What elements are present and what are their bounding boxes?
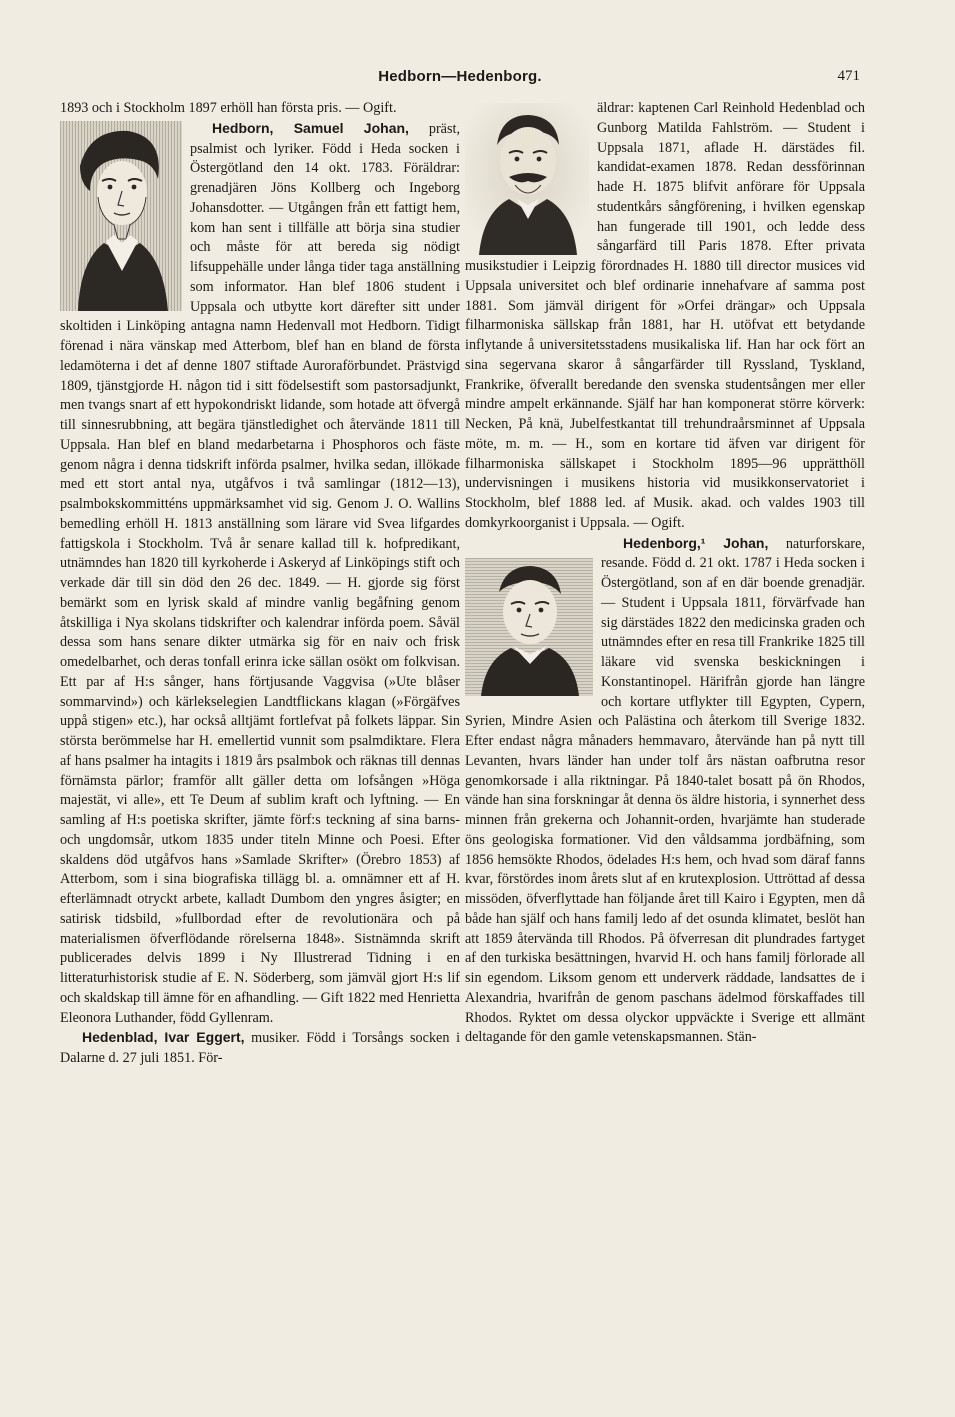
running-title: Hedborn—Hedenborg. xyxy=(378,68,542,85)
portrait-hedborn-image xyxy=(60,121,182,311)
entry-text-hedborn: präst, psalmist och lyriker. Född i Heda socken i Östergötland den 14 okt. 1783. Föräldrar: grenadjären Jöns Kollberg och Ingeborg Johansdotter. — Utgången från ett fattigt hem, kom han sent i tillfälle att börja sina studier och måste för att bereda sig nödigt lifsuppehälle under långa tider taga anställning som informator. Han blef 1806 student i Uppsala och utbytte kort därefter sitt under skoltiden i Linköping antagna namn Hedenvall mot Hedborn. Tidigt förenad i nära vänskap med Atterbom, blef han en bland de första ledamöterna i det af denne 1807 stiftade Auroraförbundet. Prästvigd 1809, tjänstgjorde H. någon tid i sitt födelsestift som pastorsadjunkt, men tvangs snart af ett hypokondriskt lidande, som hotade att öfvergå till sinnesrubbning, att begära tjänstledighet och återvände 1811 till Uppsala. Han blef en bland medarbetarna i Phosphoros och fäste genom några i denna tidskrift införda psalmer, hvilka sedan, illökade med ett stort antal nya, utgåfvos i två samlingar (1812—13), psalmbokskommitténs uppmärksamhet vid sig. Genom J. O. Wallins bemedling erhöll H. 1813 anställning som lärare vid Svea lifgardes fattigskola i Stockholm. Två år senare kallad till k. hofpredikant, utnämndes han 1820 till kyrkoherde i Askeryd af Linköpings stift och verkade där till sin död den 26 dec. 1849. — H. gjorde sig först bemärkt som en lyrisk skald af mindre vanlig begåfning genom åtskilliga i Nya skolans tidskrifter och kalendrar införda poem. Såväl dessa som hans senare dikter utmärka sig för en naiv och frisk omedelbarhet, och deras tonfall erinra icke sällan osökt om folkvisan. Ett par af H:s sånger, hans förtjusande Vaggvisa (»Ute blåser sommarvind») och kärlekselegien Landtflickans klagan (»Förgäfves uppå stigen» etc.), har också alltjämt fortlefvat på folkets läppar. Sin största berömmelse har H. emellertid vunnit som psalmdiktare. Flera af hans psalmer ha intagits i 1819 års psalmbok och räknas till dennas förnämsta pärlor; framför allt gäller detta om lofsången »Höga majestät, vi alle», ett Te Deum af sublim kraft och lyftning. — En samling af H:s poetiska skrifter, jämte förf:s teckning af sina barns- och ungdomsår, utkom 1835 under titeln Minne och Poesi. Efter skaldens död utgåfvos hans »Samlade Skrifter» (Örebro 1853) af Atterbom, som i sina biografiska tillägg bl. a. omnämner ett af H. efterlämnadt otryckt arbete, kalladt Dumbom den yngres åsigter; en satirisk tidsbild, »fullbordad efter de revolutionära och på materialismen öfverflödande rörelserna 1848». Sistnämnda skrift publicerades delvis 1899 i Ny Illustrerad Tidning i en litteraturhistorisk studie af E. N. Söderberg, som jämväl gjort H:s lif och skaldskap till ämne för en afhandling. — Gift 1822 med Henrietta Eleonora Luthander, född Gyllenram. xyxy=(60,120,460,1026)
portrait-hedborn xyxy=(60,121,182,311)
running-header xyxy=(60,68,860,92)
headword-hedenborg: Hedenborg,¹ Johan, xyxy=(623,534,769,551)
portrait-hedenblad-image xyxy=(465,103,589,255)
entry-hedborn xyxy=(60,119,460,1029)
portrait-hedenborg xyxy=(465,558,593,696)
left-column xyxy=(60,99,460,1069)
right-column xyxy=(465,99,865,1048)
entry-hedenblad-continued xyxy=(465,99,865,534)
portrait-hedenborg-image xyxy=(465,558,593,696)
headword-hedborn: Hedborn, Samuel Johan, xyxy=(212,119,409,136)
entry-hedenborg xyxy=(465,534,865,1049)
continued-paragraph-hedenblad: äldrar: kaptenen Carl Reinhold Hedenblad och Gunborg Matilda Fahlström. — Student i Uppsala 1871, aflade H. därstädes fil. kandidat-examen 1878. Redan dessförinnan hade H. 1875 blifvit anförare för Uppsala studentkårs sångförening, i hvilken egenskap han fungerade till 1901, och ledde dess sångarfärd till Paris 1878. Efter privata musikstudier i Leipzig förordnades H. 1880 till director musices vid Uppsala universitet och blef ordinarie innehafvare af samma post 1881. Som jämväl dirigent för »Orfei drängar» och Uppsala filharmoniska sällskap från 1881, har H. utöfvat ett betydande inflytande å universitetsstadens musikaliska lif. Han har ock fört an sina segervana skaror å sångarfärder till Ryssland, Tyskland, Frankrike, öfverallt beredande den svenska studentsången mer eller mindre ampelt erkännande. Själf har han komponerat större körverk: Necken, På knä, Jubelfestkantat till trehundraårsminnet af Uppsala möte, m. m. — H., som en kortare tid äfven var dirigent för filharmoniska sällskapet i Stockholm 1895—96 upprätthöll undervisningen i musikens historia vid musikkonservatoriet i Stockholm, blef 1888 led. af Musik. akad. och valdes 1903 till domkyrkoorganist i Uppsala. — Ogift. xyxy=(465,100,865,531)
page-number: 471 xyxy=(837,68,860,84)
entry-text-hedenblad: musiker. Född i Torsångs socken i Dalarne d. 27 juli 1851. För- xyxy=(60,1030,461,1066)
headword-hedenblad: Hedenblad, Ivar Eggert, xyxy=(82,1029,245,1046)
entry-text-hedenborg: naturforskare, resande. Född d. 21 okt. 1787 i Heda socken i Östergötland, son af en där boende grenadjär. — Student i Uppsala 1811, förvärfvade han sig därstädes 1822 den medicinska graden och utnämndes efter en resa till Frankrike 1825 till läkare vid svenska beskickningen i Konstantinopel. Härifrån gjorde han längre och kortare utflykter till Egypten, Cypern, Syrien, Mindre Asien och Palästina och återkom till Sverige 1832. Efter endast några månaders hemmavaro, återvände han på nytt till Levanten, hvars länder han under tolf års nästan oafbrutna resor genomkorsade i alla riktningar. På 1840-talet bosatt på ön Rhodos, vände han sina forskningar åt denna ös äldre historia, i synnerhet dess minnen från grekerna och Johannit-orden, hvarjämte han studerade öns geologiska formationer. Vid den våldsamma jordbäfning, som 1856 hemsökte Rhodos, ödelades H:s hem, och hvad som däraf fanns kvar, förstördes inom årets slut af en krutexplosion. Uttröttad af dessa missöden, öfverflyttade han följande året till Kairo i Egypten, men då både han själf och hans familj ledo af det osunda klimatet, beslöt han att 1859 återvända till Rhodos. På öfverresan dit plundrades fartyget af den turkiska besättningen, hvarvid H. och hans familj förlorade all sin egendom. Liksom genom ett underverk räddade, landsattes de i Alexandria, hvarifrån de genom paschans ädelmod förskaffades till Rhodos. Ryktet om dessa olyckor uppväckte i Sverige ett allmänt deltagande för den gamle vetenskapsmannen. Stän- xyxy=(465,535,865,1046)
portrait-hedenblad xyxy=(465,103,589,255)
continued-paragraph: 1893 och i Stockholm 1897 erhöll han första pris. — Ogift. xyxy=(60,100,397,116)
entry-hedenblad xyxy=(60,1028,460,1069)
